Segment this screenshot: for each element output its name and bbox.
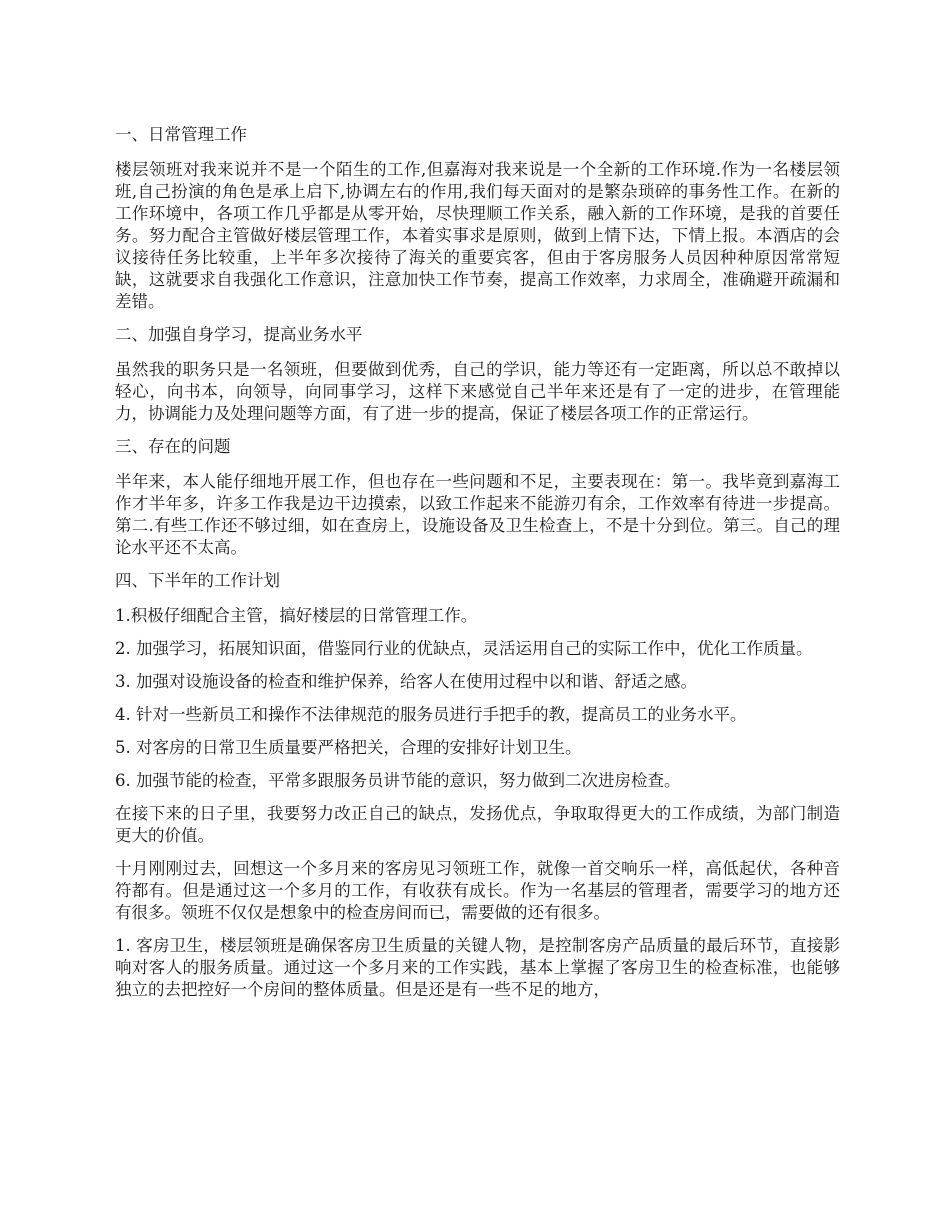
paragraph-october-review: 十月刚刚过去，回想这一个多月来的客房见习领班工作，就像一首交响乐一样，高低起伏，各种音符都有。但是通过这一个多月的工作，有收获有成长。作为一名基层的管理者，需要学习的地方还有很多。领班不仅仅是想象中的检查房间而已，需要做的还有很多。 [115, 859, 840, 922]
document-page [115, 124, 840, 1012]
paragraph-self-study: 虽然我的职务只是一名领班，但要做到优秀，自己的学识，能力等还有一定距离，所以总不敢掉以轻心，向书本，向领导，向同事学习，这样下来感觉自己半年来还是有了一定的进步，在管理能力，协调能力及处理问题等方面，有了进一步的提高，保证了楼层各项工作的正常运行。 [115, 360, 840, 423]
paragraph-daily-management: 楼层领班对我来说并不是一个陌生的工作,但嘉海对我来说是一个全新的工作环境.作为一名楼层领班,自己扮演的角色是承上启下,协调左右的作用,我们每天面对的是繁杂琐碎的事务性工作。在新的工作环境中，各项工作几乎都是从零开始，尽快理顺工作关系，融入新的工作环境，是我的首要任务。努力配合主管做好楼层管理工作，本着实事求是原则，做到上情下达，下情上报。本酒店的会议接待任务比较重，上半年多次接待了海关的重要宾客，但由于客房服务人员因种种原因常常短缺，这就要求自我强化工作意识，注意加快工作节奏，提高工作效率，力求周全，准确避开疏漏和差错。 [115, 160, 840, 311]
section-heading-problems: 三、存在的问题 [115, 437, 231, 456]
section-heading-plan: 四、下半年的工作计划 [115, 571, 280, 590]
plan-item-6: 6. 加强节能的检查，平常多跟服务员讲节能的意识，努力做到二次进房检查。 [115, 771, 681, 790]
plan-item-1: 1.积极仔细配合主管，搞好楼层的日常管理工作。 [115, 606, 478, 625]
section-heading-daily-management: 一、日常管理工作 [115, 125, 247, 144]
paragraph-problems: 半年来，本人能仔细地开展工作，但也存在一些问题和不足，主要表现在：第一。我毕竟到嘉海工作才半年多，许多工作我是边干边摸索，以致工作起来不能游刃有余，工作效率有待进一步提高。第二.有些工作还不够过细，如在查房上，设施设备及卫生检查上，不是十分到位。第三。自己的理论水平还不太高。 [115, 472, 840, 557]
plan-item-3: 3. 加强对设施设备的检查和维护保养，给客人在使用过程中以和谐、舒适之感。 [115, 672, 697, 691]
section-heading-self-study: 二、加强自身学习，提高业务水平 [115, 325, 363, 344]
plan-item-2: 2. 加强学习，拓展知识面，借鉴同行业的优缺点，灵活运用自己的实际工作中，优化工作质量。 [115, 639, 813, 658]
plan-item-4: 4. 针对一些新员工和操作不法律规范的服务员进行手把手的教，提高员工的业务水平。 [115, 705, 747, 724]
paragraph-closing: 在接下来的日子里，我要努力改正自己的缺点，发扬优点，争取取得更大的工作成绩，为部门制造更大的价值。 [115, 804, 840, 845]
paragraph-room-hygiene: 1. 客房卫生，楼层领班是确保客房卫生质量的关键人物，是控制客房产品质量的最后环节，直接影响对客人的服务质量。通过这一个多月来的工作实践，基本上掌握了客房卫生的检查标准，也能够独立的去把控好一个房间的整体质量。但是还是有一些不足的地方， [115, 936, 840, 999]
plan-item-5: 5. 对客房的日常卫生质量要严格把关，合理的安排好计划卫生。 [115, 738, 582, 757]
